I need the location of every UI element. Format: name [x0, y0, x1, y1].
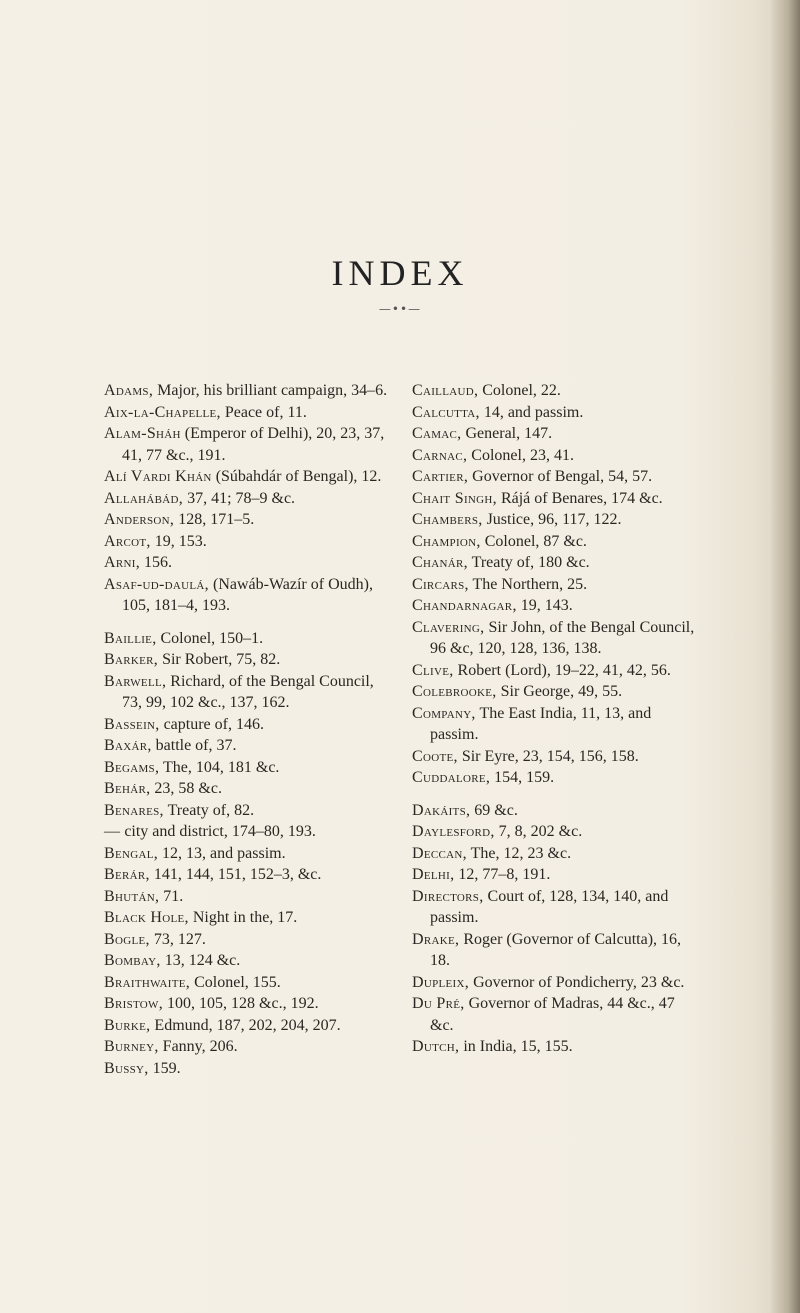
index-entry: [104, 1015, 394, 1037]
entry-references: 154, 159.: [490, 769, 555, 786]
entry-heading: Bussy,: [104, 1059, 149, 1077]
entry-heading: Baxár,: [104, 737, 152, 754]
entry-references: 23, 58 &c.: [150, 780, 222, 797]
index-entry: [104, 864, 394, 886]
index-entry: [412, 929, 702, 972]
entry-heading: Bassein,: [104, 715, 160, 733]
entry-references: Justice, 96, 117, 122.: [482, 511, 622, 528]
index-entry: [412, 488, 702, 510]
index-entry: [104, 778, 394, 800]
index-entry: [104, 1058, 394, 1080]
index-entry: [412, 595, 702, 617]
entry-references: 159.: [148, 1059, 181, 1077]
entry-heading: Delhi,: [412, 866, 455, 883]
entry-references: 156.: [140, 554, 172, 571]
index-entry: [412, 617, 702, 660]
entry-heading: Daylesford,: [412, 823, 495, 840]
entry-references: The Northern, 25.: [468, 575, 588, 593]
entry-heading: Drake,: [412, 930, 460, 948]
index-column-left: [104, 380, 394, 1079]
entry-references: Richard, of the Bengal Council, 73, 99, 102 &c., 137, 162.: [122, 672, 374, 711]
entry-heading: Dutch,: [412, 1038, 460, 1055]
entry-heading: Company,: [412, 704, 476, 722]
entry-heading: Bristow,: [104, 995, 164, 1012]
entry-heading: Burney,: [104, 1038, 159, 1055]
index-entry: [412, 681, 702, 703]
index-entry: [104, 821, 394, 843]
index-entry: [412, 972, 702, 994]
index-entry: [412, 703, 702, 746]
index-entry: [104, 714, 394, 736]
index-entry: [412, 821, 702, 843]
entry-references: Colonel, 22.: [478, 382, 561, 399]
entry-heading: Bengal,: [104, 844, 159, 862]
entry-heading: Barker,: [104, 651, 159, 668]
entry-references: Sir Eyre, 23, 154, 156, 158.: [457, 747, 639, 765]
entry-heading: Begams,: [104, 758, 160, 776]
index-entry: [104, 531, 394, 553]
entry-heading: Deccan,: [412, 844, 467, 862]
index-entry: [104, 402, 394, 424]
title-ornament: —••—: [378, 302, 422, 316]
entry-references: capture of, 146.: [159, 715, 264, 733]
entry-heading: Calcutta,: [412, 403, 480, 421]
entry-heading: Berár,: [104, 866, 150, 883]
entry-references: 141, 144, 151, 152–3, &c.: [149, 866, 322, 883]
entry-heading: Cuddalore,: [412, 769, 491, 786]
index-entry: [412, 843, 702, 865]
entry-heading: Black Hole,: [104, 909, 189, 926]
entry-references: The East India, 11, 13, and passim.: [430, 704, 652, 743]
entry-heading: Asaf-ud-daulá,: [104, 575, 209, 593]
index-entry: [412, 509, 702, 531]
entry-heading: Directors,: [412, 887, 484, 905]
entry-heading: Colebrooke,: [412, 683, 497, 700]
entry-heading: Chait Singh,: [412, 489, 497, 507]
entry-references: Court of, 128, 134, 140, and passim.: [430, 887, 669, 926]
index-entry: [412, 886, 702, 929]
entry-heading: Arcot,: [104, 532, 151, 550]
entry-references: Edmund, 187, 202, 204, 207.: [150, 1016, 341, 1034]
index-entry: [104, 423, 394, 466]
entry-references: Sir Robert, 75, 82.: [158, 651, 281, 668]
entry-heading: Anderson,: [104, 511, 175, 528]
entry-references: The, 12, 23 &c.: [466, 844, 572, 862]
entry-heading: Chambers,: [412, 511, 483, 528]
entry-references: Rájá of Benares, 174 &c.: [496, 489, 663, 507]
entry-heading: Behár,: [104, 780, 151, 797]
index-entry: [412, 993, 702, 1036]
index-entry: [104, 757, 394, 779]
entry-heading: Alam-Sháh: [104, 425, 181, 442]
entry-heading: Circars,: [412, 575, 469, 593]
index-title: INDEX: [331, 253, 469, 293]
entry-references: Sir John, of the Bengal Council, 96 &c, 120, 128, 136, 138.: [430, 618, 695, 657]
index-entry: [104, 574, 394, 617]
entry-heading: Allahábád,: [104, 489, 184, 507]
index-entry: [412, 552, 702, 574]
entry-references: 7, 8, 202 &c.: [494, 823, 583, 840]
entry-heading: Benares,: [104, 801, 164, 819]
entry-heading: Arni,: [104, 554, 140, 571]
index-entry: [104, 735, 394, 757]
entry-references: Colonel, 155.: [190, 973, 281, 991]
entry-heading: Clavering,: [412, 618, 485, 636]
entry-references: 128, 171–5.: [174, 511, 255, 528]
index-entry: [104, 929, 394, 951]
entry-heading: Caillaud,: [412, 382, 479, 399]
entry-heading: Bombay,: [104, 952, 161, 969]
entry-references: Colonel, 23, 41.: [467, 446, 574, 464]
entry-references: General, 147.: [461, 425, 553, 442]
entry-references: (Nawáb-Wazír of Oudh), 105, 181–4, 193.: [122, 575, 373, 614]
entry-heading: Burke,: [104, 1016, 151, 1034]
index-entry: [104, 950, 394, 972]
entry-references: The, 104, 181 &c.: [159, 758, 280, 776]
entry-heading: Braithwaite,: [104, 973, 191, 991]
index-entry: [412, 445, 702, 467]
entry-references: Colonel, 87 &c.: [480, 532, 587, 550]
page-spine-shadow: [770, 0, 800, 1313]
entry-references: Treaty of, 82.: [163, 801, 255, 819]
entry-references: in India, 15, 155.: [459, 1038, 573, 1055]
entry-heading: Cartier,: [412, 468, 469, 485]
entry-heading: Champion,: [412, 532, 481, 550]
entry-references: Governor of Madras, 44 &c., 47 &c.: [430, 995, 675, 1034]
entry-heading: Dakáits,: [412, 801, 471, 819]
index-entry: [104, 800, 394, 822]
entry-references: Treaty of, 180 &c.: [467, 554, 590, 571]
index-entry: [412, 660, 702, 682]
entry-references: Robert (Lord), 19–22, 41, 42, 56.: [453, 661, 671, 679]
entry-heading: Bhután,: [104, 887, 160, 905]
index-entry: [104, 466, 394, 488]
entry-references: 12, 13, and passim.: [158, 844, 286, 862]
entry-heading: Chandarnagar,: [412, 597, 517, 614]
index-entry: [412, 746, 702, 768]
index-entry: [104, 552, 394, 574]
index-entry: [412, 402, 702, 424]
index-entry: [412, 1036, 702, 1058]
entry-heading: Bogle,: [104, 930, 150, 948]
index-entry: [412, 380, 702, 402]
entry-references: Sir George, 49, 55.: [496, 683, 623, 700]
entry-references: city and district, 174–80, 193.: [120, 823, 316, 840]
entry-references: 100, 105, 128 &c., 192.: [163, 995, 319, 1012]
entry-heading: Clive,: [412, 661, 454, 679]
index-entry: [412, 531, 702, 553]
index-column-right: [412, 380, 702, 1058]
index-entry: [104, 628, 394, 650]
entry-references: Governor of Bengal, 54, 57.: [468, 468, 653, 485]
entry-references: 19, 153.: [150, 532, 207, 550]
entry-references: 37, 41; 78–9 &c.: [183, 489, 296, 507]
index-entry: [412, 800, 702, 822]
entry-references: Governor of Pondicherry, 23 &c.: [469, 973, 685, 991]
entry-heading: Chanár,: [412, 554, 468, 571]
entry-heading: Aix-la-Chapelle,: [104, 403, 221, 421]
entry-heading: Alí Vardi Khán: [104, 468, 212, 485]
index-entry: [104, 886, 394, 908]
entry-heading: Baillie,: [104, 629, 157, 647]
index-entry: [104, 907, 394, 929]
index-entry: [104, 972, 394, 994]
entry-references: 71.: [159, 887, 184, 905]
entry-references: 14, and passim.: [479, 403, 584, 421]
index-entry: [104, 509, 394, 531]
index-entry: [104, 1036, 394, 1058]
index-entry: [104, 380, 394, 402]
index-entry: [412, 574, 702, 596]
index-entry: [104, 671, 394, 714]
entry-references: Fanny, 206.: [158, 1038, 238, 1055]
entry-references: Night in the, 17.: [188, 909, 298, 926]
index-entry: [104, 649, 394, 671]
entry-references: 13, 124 &c.: [160, 952, 241, 969]
entry-heading: Adams,: [104, 382, 154, 399]
index-entry: [104, 843, 394, 865]
entry-heading: Barwell,: [104, 672, 167, 690]
index-entry: [104, 488, 394, 510]
entry-references: Major, his brilliant campaign, 34–6.: [153, 382, 388, 399]
index-entry: [412, 864, 702, 886]
index-entry: [412, 767, 702, 789]
entry-heading: Carnac,: [412, 446, 468, 464]
index-entry: [412, 466, 702, 488]
entry-references: 73, 127.: [149, 930, 206, 948]
entry-references: 19, 143.: [516, 597, 573, 614]
entry-references: 12, 77–8, 191.: [454, 866, 551, 883]
entry-references: 69 &c.: [470, 801, 518, 819]
entry-heading: Du Pré,: [412, 995, 465, 1012]
entry-heading: Coote,: [412, 747, 458, 765]
entry-heading: —: [104, 823, 121, 840]
entry-references: Peace of, 11.: [220, 403, 307, 421]
entry-references: Roger (Governor of Calcutta), 16, 18.: [430, 930, 682, 969]
index-entry: [412, 423, 702, 445]
entry-references: (Emperor of Delhi), 20, 23, 37, 41, 77 &c., 191.: [122, 425, 385, 464]
entry-references: battle of, 37.: [151, 737, 237, 754]
index-entry: [104, 993, 394, 1015]
entry-heading: Dupleix,: [412, 973, 470, 991]
entry-references: Colonel, 150–1.: [156, 629, 264, 647]
entry-heading: Camac,: [412, 425, 462, 442]
entry-references: (Súbahdár of Bengal), 12.: [211, 468, 382, 485]
